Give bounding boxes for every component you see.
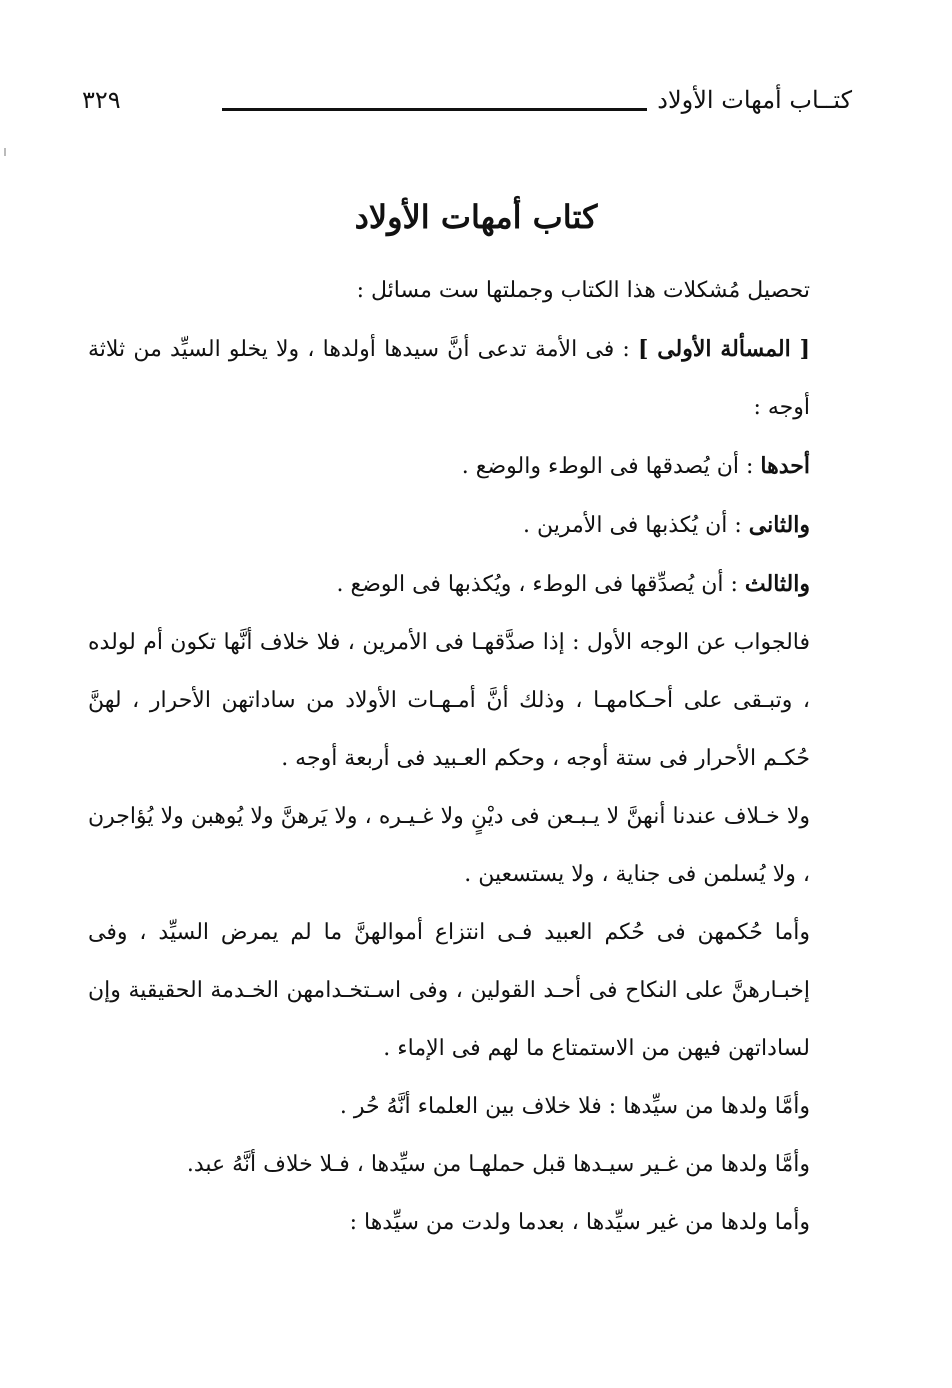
case-paragraph <box>88 496 810 555</box>
body-paragraph: وأمَّا ولدها من سيِّدها : فلا خلاف بين العلماء أنَّهُ حُر . <box>339 1094 810 1119</box>
case-paragraph <box>88 555 810 614</box>
issue-label: [ المسألة الأولى ] <box>637 336 810 362</box>
case-paragraph <box>88 437 810 496</box>
case-label: أحدها <box>760 453 810 479</box>
case-label: والثالث <box>744 571 810 597</box>
body-text <box>88 262 810 1252</box>
body-paragraph: وأما حُكمهن فى حُكم العبيد فـى انتزاع أموالهنَّ ما لم يمرض السيِّد ، وفى إخبـارهنَّ على النكاح فى أحـد القولين ، وفى اسـتخـدامهن الخـدمة الحقيقية وإن لساداتهن فيهن من الاستمتاع ما لهم فى الإماء . <box>88 920 810 1061</box>
intro-paragraph <box>88 262 810 320</box>
chapter-title: كتاب أمهات الأولاد <box>354 198 598 236</box>
case-text: : أن يُصدِّقها فى الوطء ، ويُكذبها فى الوضع . <box>336 572 745 597</box>
case-text: : أن يُصدقها فى الوطء والوضع . <box>461 454 761 479</box>
header-rule <box>222 108 647 111</box>
running-title: كتــاب أمهات الأولاد <box>657 86 852 114</box>
case-text: : أن يُكذبها فى الأمرين . <box>523 513 749 538</box>
page-number: ٣٢٩ <box>82 86 121 114</box>
body-paragraph: وأمَّا ولدها من غـير سيـدها قبل حملهـا من سيِّدها ، فـلا خلاف أنَّهُ عبد. <box>186 1152 810 1177</box>
body-paragraph: ولا خـلاف عندنا أنهنَّ لا يـبـعن فى ديْنٍ ولا غـيـره ، ولا يَرهنَّ ولا يُوهبن ولا يُؤاجرن ، ولا يُسلمن فى جناية ، ولا يستسعين . <box>88 804 810 887</box>
running-header <box>82 86 852 126</box>
intro-text: تحصيل مُشكلات هذا الكتاب وجملتها ست مسائل : <box>356 278 810 303</box>
margin-mark <box>4 148 6 156</box>
issue-text: : فى الأمة تدعى أنَّ سيدها أولدها ، ولا يخلو السيِّد من ثلاثة أوجه : <box>88 337 810 420</box>
body-paragraph: فالجواب عن الوجه الأول : إذا صدَّقهـا فى الأمرين ، فلا خلاف أنَّها تكون أم لولده ، وتبـقى على أحـكامهـا ، وذلك أنَّ أمـهـات الأولاد من ساداتهن الأحرار ، لهنَّ حُكـم الأحرار فى ستة أوجه ، وحكم العـبيد فى أربعة أوجه . <box>88 630 810 771</box>
case-label: والثانى <box>748 512 810 538</box>
issue-paragraph <box>88 320 810 437</box>
body-paragraph: وأما ولدها من غير سيِّدها ، بعدما ولدت من سيِّدها : <box>349 1210 810 1235</box>
